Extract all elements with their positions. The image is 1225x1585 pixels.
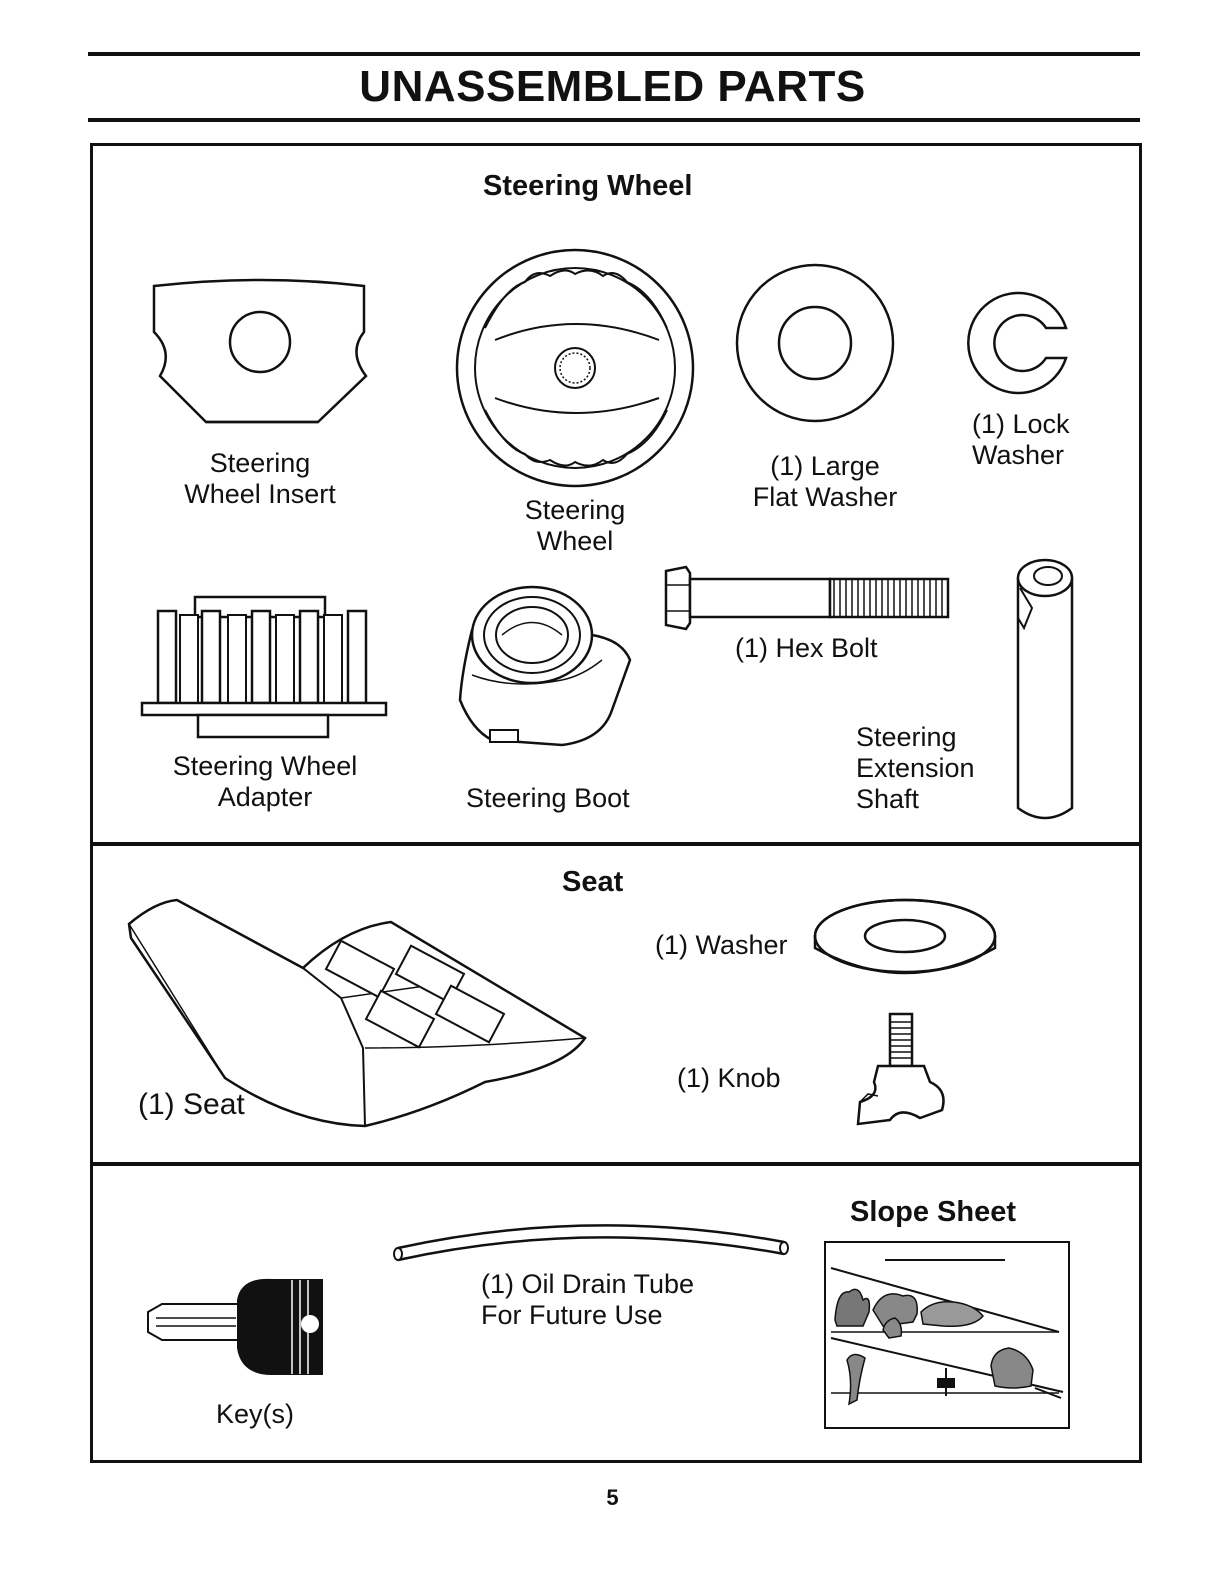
knob-label: (1) Knob [677, 1063, 781, 1093]
top-rule [88, 52, 1140, 56]
extension-shaft-label-line3: Shaft [856, 784, 920, 814]
wheel-adapter-label [150, 751, 380, 813]
section-divider-seat [90, 842, 1142, 846]
flat-washer-label [730, 451, 920, 513]
oil-drain-tube-label-line1: (1) Oil Drain Tube [481, 1269, 695, 1299]
oil-drain-tube-icon [390, 1226, 792, 1266]
oil-drain-tube-label [481, 1269, 694, 1331]
seat-label: (1) Seat [138, 1088, 245, 1121]
steering-section-heading: Steering Wheel [483, 170, 693, 202]
steering-wheel-label [490, 495, 660, 557]
wheel-adapter-icon [140, 595, 390, 740]
page-title: UNASSEMBLED PARTS [359, 62, 866, 111]
seat-section-heading: Seat [562, 866, 624, 898]
key-icon [142, 1278, 332, 1376]
steering-wheel-insert-icon [148, 272, 378, 432]
slope-sheet-heading: Slope Sheet [850, 1196, 1016, 1228]
lock-washer-label [972, 409, 1070, 471]
flat-washer-label-line2: Flat Washer [752, 482, 898, 512]
keys-label: Key(s) [216, 1399, 295, 1429]
extension-shaft-label-line1: Steering [856, 722, 957, 752]
wheel-adapter-label-line1: Steering Wheel [172, 751, 358, 781]
wheel-insert-label-line2: Wheel Insert [184, 479, 336, 509]
oil-drain-tube-label-line2: For Future Use [481, 1300, 663, 1330]
extension-shaft-icon [1012, 558, 1078, 826]
steering-wheel-label-line1: Steering [524, 495, 626, 525]
hex-bolt-icon [660, 565, 960, 631]
wheel-insert-label [160, 448, 360, 510]
steering-wheel-icon [455, 248, 695, 488]
seat-washer-label: (1) Washer [655, 930, 788, 960]
flat-washer-label-line1: (1) Large [770, 451, 880, 481]
steering-wheel-label-line2: Wheel [536, 526, 614, 556]
lock-washer-icon [968, 288, 1078, 398]
section-divider-misc [90, 1162, 1142, 1166]
extension-shaft-label-line2: Extension [856, 753, 975, 783]
extension-shaft-label [856, 722, 975, 815]
steering-boot-label: Steering Boot [466, 783, 630, 813]
seat-washer-icon [812, 898, 998, 988]
lock-washer-label-line2: Washer [972, 440, 1065, 470]
slope-sheet-icon [823, 1240, 1071, 1430]
title-underline [88, 118, 1140, 122]
wheel-insert-label-line1: Steering [209, 448, 311, 478]
flat-washer-icon [735, 263, 895, 423]
hex-bolt-label: (1) Hex Bolt [735, 633, 878, 663]
steering-boot-icon [452, 580, 637, 750]
page-number: 5 [606, 1485, 619, 1510]
knob-icon [850, 1010, 950, 1128]
lock-washer-label-line1: (1) Lock [972, 409, 1070, 439]
wheel-adapter-label-line2: Adapter [217, 782, 313, 812]
